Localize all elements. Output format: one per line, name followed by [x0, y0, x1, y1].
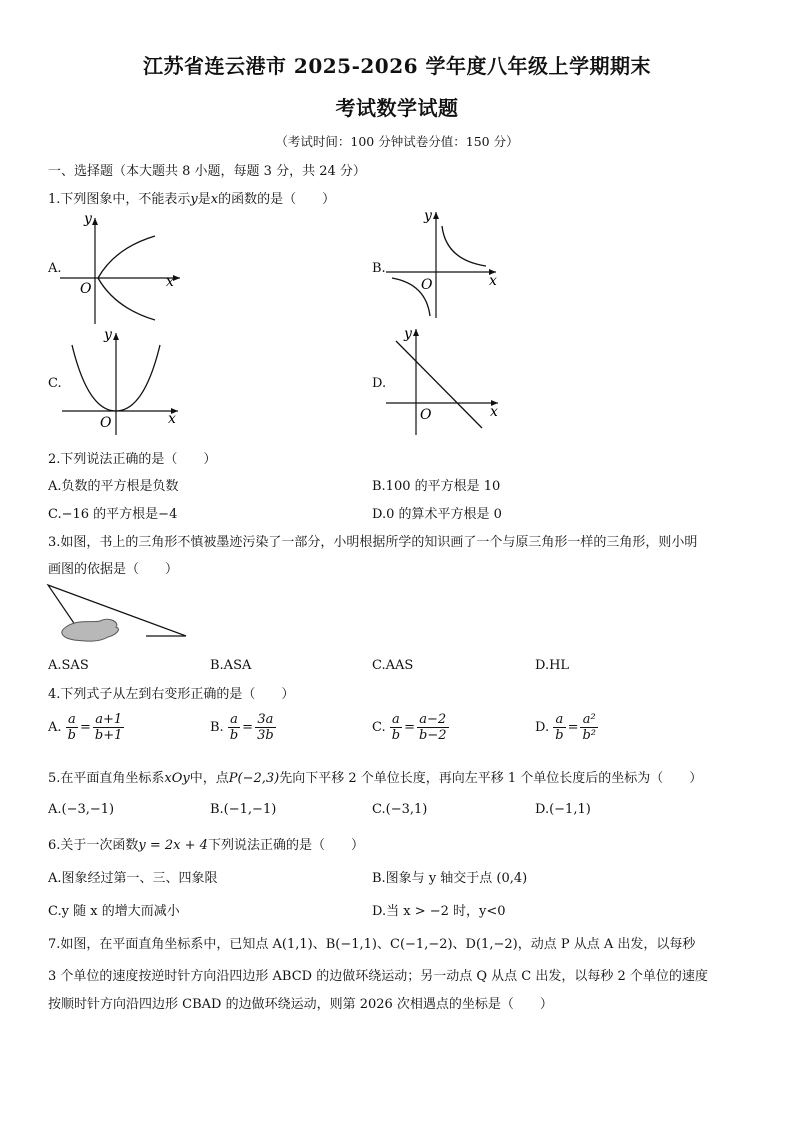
- q4-option-d: D. $\frac{a}{b}$ = $\frac{\text{a²}}{\text{b²}}$: [535, 712, 597, 743]
- q3-stem-line2: 画图的依据是（ ）: [48, 562, 179, 577]
- axis-x-label: x: [490, 404, 498, 420]
- q3-stem-line1: 3.如图，书上的三角形不慎被墨迹污染了一部分，小明根据所学的知识画了一个与原三角形一样的三角形，则小明: [48, 535, 698, 550]
- exam-info: （考试时间：100 分钟试卷分值：150 分）: [275, 134, 519, 149]
- q1-graph-b: [384, 208, 504, 320]
- q5-option-a: A.(−3,−1): [48, 802, 115, 817]
- q1-graph-d: [384, 325, 506, 437]
- origin-label: O: [80, 281, 92, 297]
- axis-x-label: x: [168, 411, 176, 427]
- q4-option-b: B. $\frac{a}{b}$ = $\frac{3a}{3b}$: [210, 712, 274, 743]
- axis-y-label: y: [84, 211, 92, 227]
- q7-line3: 按顺时针方向沿四边形 CBAD 的边做环绕运动，则第 2026 次相遇点的坐标是（ ）: [48, 997, 553, 1012]
- q2-option-d: D.0 的算术平方根是 0: [372, 507, 502, 522]
- q5-option-b: B.(−1,−1): [210, 802, 277, 817]
- axis-y-label: y: [104, 327, 112, 343]
- q1-graph-a: [60, 208, 190, 326]
- q3-option-d: D.HL: [535, 658, 570, 673]
- q1-stem: 1.下列图象中，不能表示y是x的函数的是（ ）: [48, 192, 336, 207]
- q1-option-d-label: D.: [372, 376, 387, 391]
- exam-title-line2: 考试数学试题: [335, 96, 459, 120]
- origin-label: O: [421, 277, 433, 293]
- q1-option-a-label: A.: [48, 261, 62, 276]
- q7-line2: 3 个单位的速度按逆时针方向沿四边形 ABCD 的边做环绕运动；另一动点 Q 从点 C 出发，以每秒 2 个单位的速度: [48, 969, 708, 984]
- q2-option-a: A.负数的平方根是负数: [48, 479, 179, 494]
- q1-option-c-label: C.: [48, 376, 62, 391]
- q2-option-b: B.100 的平方根是 10: [372, 479, 501, 494]
- q2-option-c: C.−16 的平方根是−4: [48, 507, 178, 522]
- q2-stem: 2.下列说法正确的是（ ）: [48, 452, 217, 467]
- section-heading: 一、选择题（本大题共 8 小题，每题 3 分，共 24 分）: [48, 164, 366, 179]
- q6-option-b: B.图象与 y 轴交于点 (0,4): [372, 871, 528, 886]
- q1-option-b-label: B.: [372, 261, 386, 276]
- q6-stem: 6.关于一次函数y = 2x + 4下列说法正确的是（ ）: [48, 838, 364, 853]
- q6-option-c: C.y 随 x 的增大而减小: [48, 904, 180, 919]
- q3-option-b: B.ASA: [210, 658, 252, 673]
- q3-option-c: C.AAS: [372, 658, 414, 673]
- origin-label: O: [100, 415, 112, 431]
- q7-line1: 7.如图，在平面直角坐标系中，已知点 A(1,1)、B(−1,1)、C(−1,−2)、D(1,−2)，动点 P 从点 A 出发，以每秒: [48, 937, 696, 952]
- q3-option-a: A.SAS: [48, 658, 89, 673]
- q3-stained-triangle: [46, 583, 192, 645]
- q1-graph-c: [60, 325, 190, 437]
- q6-option-d: D.当 x > −2 时，y<0: [372, 904, 506, 919]
- q4-stem: 4.下列式子从左到右变形正确的是（ ）: [48, 687, 295, 702]
- q6-option-a: A.图象经过第一、三、四象限: [48, 871, 218, 886]
- q5-stem: 5.在平面直角坐标系xOy中，点P(−2,3)先向下平移 2 个单位长度，再向左平移 1 个单位长度后的坐标为（ ）: [48, 771, 703, 786]
- axis-y-label: y: [424, 208, 432, 224]
- q4-option-c: C. $\frac{a}{b}$ = $\frac{a-2}{b-2}$: [372, 712, 447, 743]
- q4-option-a: A. $\frac{a}{b}$ = $\frac{a+1}{b+1}$: [48, 712, 123, 743]
- q5-option-d: D.(−1,1): [535, 802, 591, 817]
- exam-title-line1: 江苏省连云港市 2025-2026 学年度八年级上学期期末: [142, 54, 652, 78]
- axis-y-label: y: [404, 326, 412, 342]
- origin-label: O: [420, 407, 432, 423]
- axis-x-label: x: [489, 273, 497, 289]
- axis-x-label: x: [166, 274, 174, 290]
- q5-option-c: C.(−3,1): [372, 802, 428, 817]
